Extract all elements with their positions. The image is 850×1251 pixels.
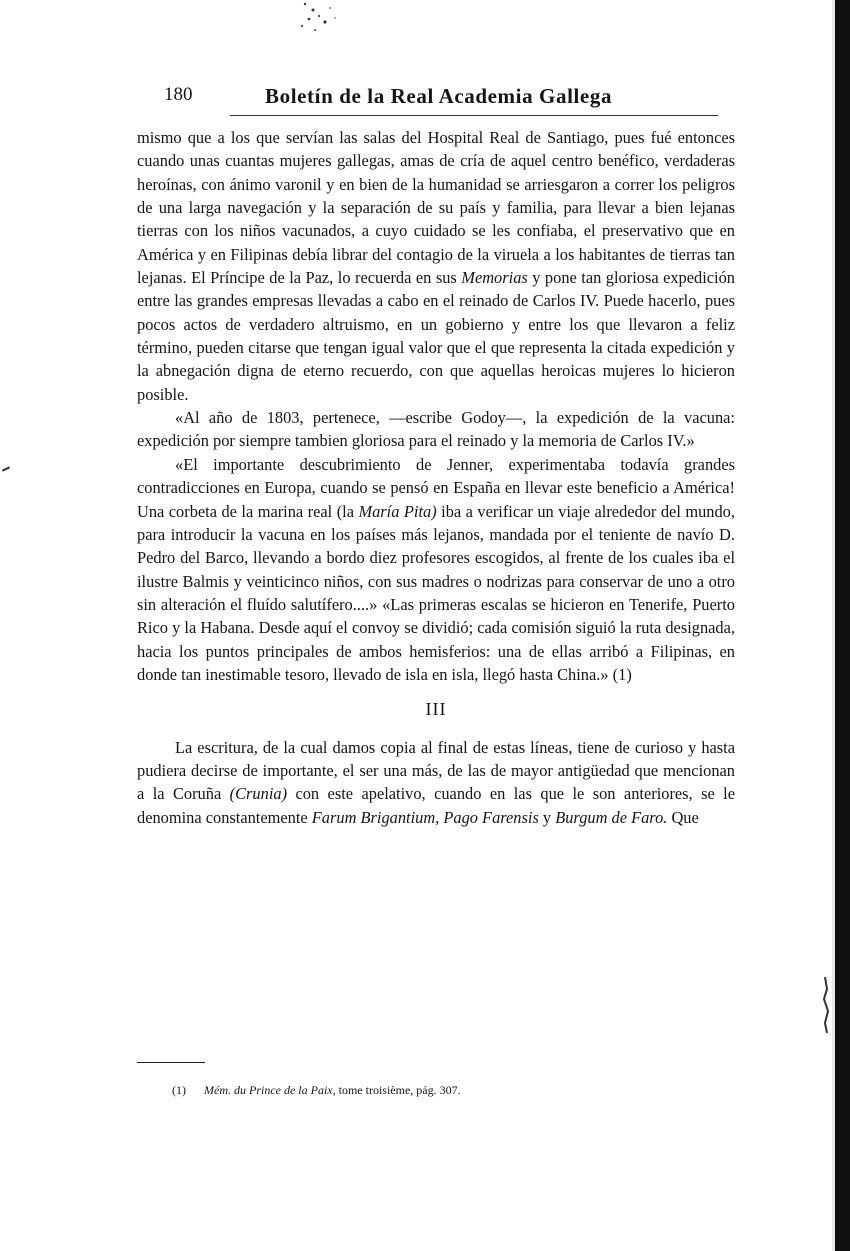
footnote-rule [137,1062,205,1063]
italic-ship-name: María Pita) [358,501,437,521]
margin-scribble [818,975,832,1035]
text-run: con este apelativo, cuando en las que le son anteriores, se le denomina constantemente [137,784,735,827]
italic-crunia: (Crunia) [229,784,288,804]
text-run: «El importante descubrimiento de Jenner, experimentaba todavía grandes contradicciones en Europa, cuando se pensó en España en llevar este beneficio a América! Una corbeta de la marina real (la [137,454,735,521]
footnote-italic-ref: Mém. du Prince de la Paix, [204,1083,336,1097]
margin-tick [2,466,10,471]
running-title: Boletín de la Real Academia Gallega [265,84,613,108]
paragraph-3-quote [137,453,735,686]
scan-specks [275,0,355,40]
footnote-text: tome troisième, pág. 307. [335,1083,461,1097]
paragraph-2-quote [137,406,735,453]
text-run: Que [667,807,699,827]
body-text [137,126,735,829]
paragraph-4 [137,736,735,829]
page-header [160,84,720,114]
text-run: La escritura, de la cual damos copia al final de estas líneas, tiene de curioso y hasta pudiera decirse de importante, el ser una más, de las de mayor antigüedad que mencionan a la Coruña [137,737,735,804]
text-run: y [538,807,556,827]
text-run: y pone tan gloriosa expedición entre las grandes empresas llevadas a cabo en el reinado de Carlos IV. Puede hacerlo, pues pocos actos de verdadero altruismo, en un gobierno y entre los que llevaron a feliz término, pueden citarse que tengan igual valor que el que representa la citada expedición y la abnegación digna de eterno recuerdo, con que aquellas heroicas mujeres lo hicieron posible. [137,268,735,404]
italic-burgum: Burgum de Faro. [555,807,668,827]
text-run: mismo que a los que servían las salas del Hospital Real de Santiago, pues fué entonces cuando unas cuantas mujeres gallegas, amas de cría de aquel centro benéfico, verdaderas heroínas, con ánimo varonil y en bien de la humanidad se arriesgaron a correr los peligros de una larga navegación y la separación de su país y familia, para llevar a bien lejanas tierras con los niños vacunados, a cuyo cuidado se les confiaba, el preservativo que en América y en Filipinas debía librar del contagio de la viruela a los habitantes de tierras tan lejanas. El Príncipe de la Paz, lo recuerda en sus [137,128,735,288]
scan-edge-border [835,0,850,1251]
paragraph-1 [137,126,735,406]
page-number: 180 [164,84,193,105]
italic-title-memorias: Memorias [461,268,528,288]
italic-latin-names: Farum Brigantium, Pago Farensis [311,807,539,827]
text-run: iba a verificar un viaje alrededor del mundo, para introducir la vacuna en los países más lejanos, mandada por el teniente de navío D. Pedro del Barco, llevando a bordo diez profesores escogidos, al frente de los cuales iba el ilustre Balmis y veinticinco niños, con sus madres o nodrizas para conservar de uno a otro sin alteración el fluído salutífero....» «Las primeras escalas se hicieron en Tenerife, Puerto Rico y la Habana. Desde aquí el convoy se dividió; cada comisión siguió la ruta designada, hacia los puntos principales de ambos hemisferios: una de ellas arribó a Filipinas, en donde tan inestimable tesoro, llevado de isla en isla, llegó hasta China.» (1) [137,501,735,684]
section-heading: III [425,699,447,720]
text-run: «Al año de 1803, pertenece, —escribe Godoy—, la expedición de la vacuna: expedición por siempre tambien gloriosa para el reinado y la memoria de Carlos IV.» [137,408,735,451]
header-rule [230,115,718,116]
footnote-marker: (1) [172,1083,186,1097]
footnote [172,1083,461,1098]
